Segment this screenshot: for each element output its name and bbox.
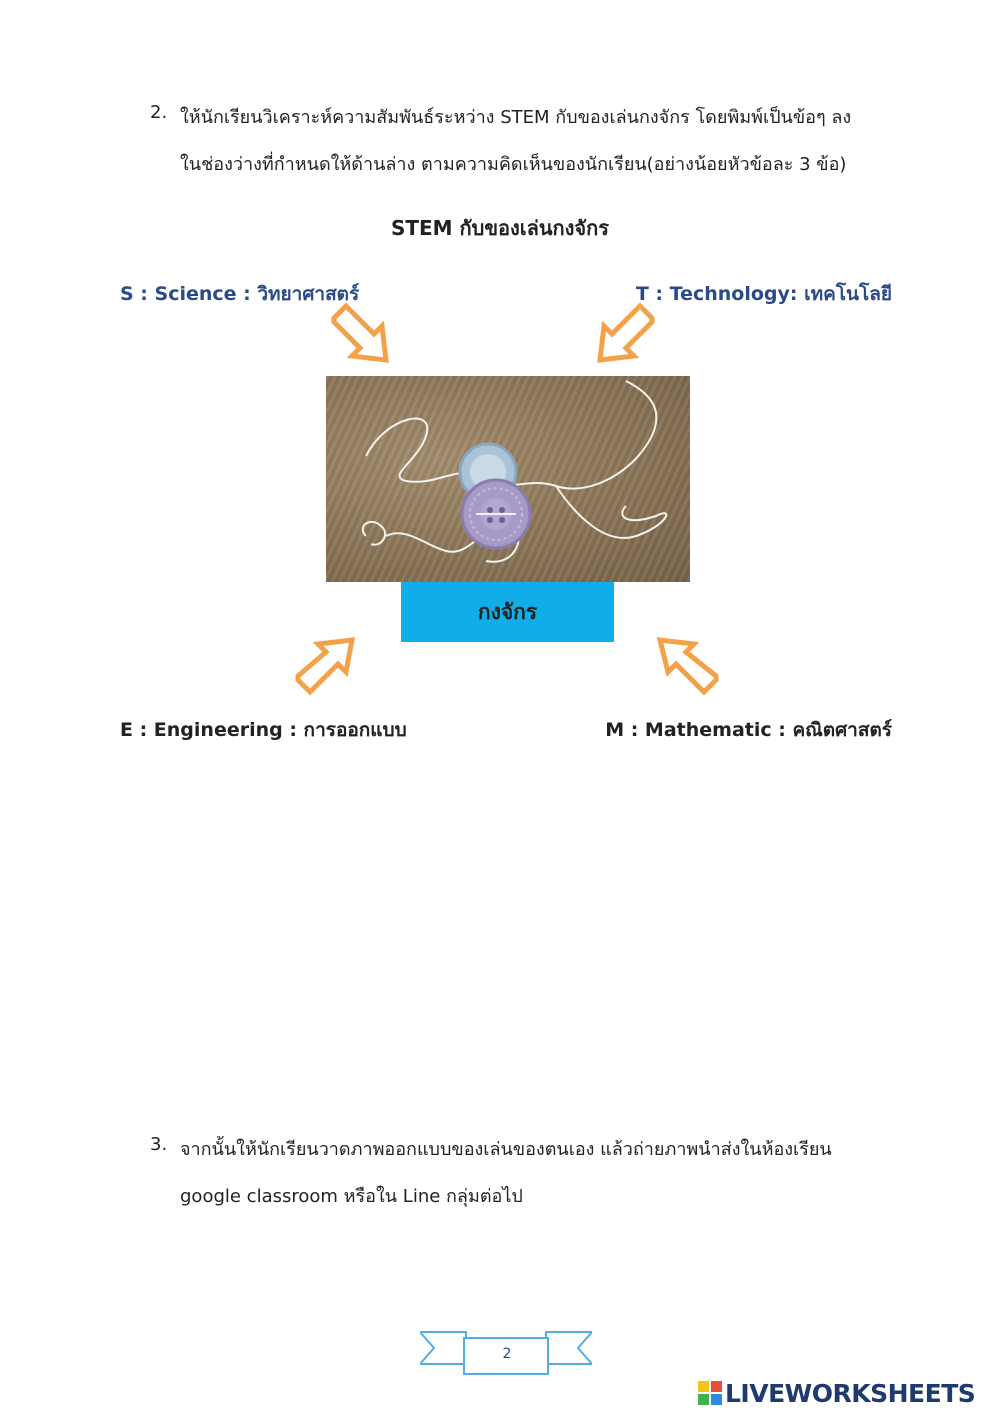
arrow-up-right-icon — [294, 636, 358, 696]
question-2-line-2: ในช่องว่างที่กำหนดให้ด้านล่าง ตามความคิดเห็นของนักเรียน(อย่างน้อยหัวข้อละ 3 ข้อ) — [180, 154, 847, 175]
diagram-title: STEM กับของเล่นกงจักร — [390, 216, 610, 240]
arrow-up-left-icon — [652, 634, 720, 696]
arrow-down-left-icon — [592, 302, 656, 366]
brand-name: LIVEWORKSHEETS — [725, 1378, 976, 1408]
page-number: 2 — [502, 1346, 512, 1362]
engineering-label: E : Engineering : การออกแบบ — [120, 719, 407, 741]
technology-label: T : Technology: เทคโนโลยี — [635, 283, 892, 305]
question-3-line-1: จากนั้นให้นักเรียนวาดภาพออกแบบของเล่นของตนเอง แล้วถ่ายภาพนำส่งในห้องเรียน — [180, 1139, 832, 1160]
science-label: S : Science : วิทยาศาสตร์ — [120, 283, 360, 305]
question-3-line-2: google classroom หรือใน Line กลุ่มต่อไป — [180, 1186, 523, 1207]
question-2-line-1: ให้นักเรียนวิเคราะห์ความสัมพันธ์ระหว่าง STEM กับของเล่นกงจักร โดยพิมพ์เป็นข้อๆ ลง — [180, 107, 852, 128]
question-2-number: 2. — [150, 102, 168, 123]
spinner-toy-illustration — [326, 376, 690, 582]
mathematic-label: M : Mathematic : คณิตศาสตร์ — [605, 719, 892, 741]
liveworksheets-logo-icon — [698, 1381, 722, 1405]
toy-caption: กงจักร — [401, 582, 614, 642]
arrow-down-right-icon — [330, 302, 394, 366]
liveworksheets-logo — [698, 1376, 975, 1410]
question-3-number: 3. — [150, 1134, 168, 1155]
spinner-toy-photo — [326, 376, 690, 582]
